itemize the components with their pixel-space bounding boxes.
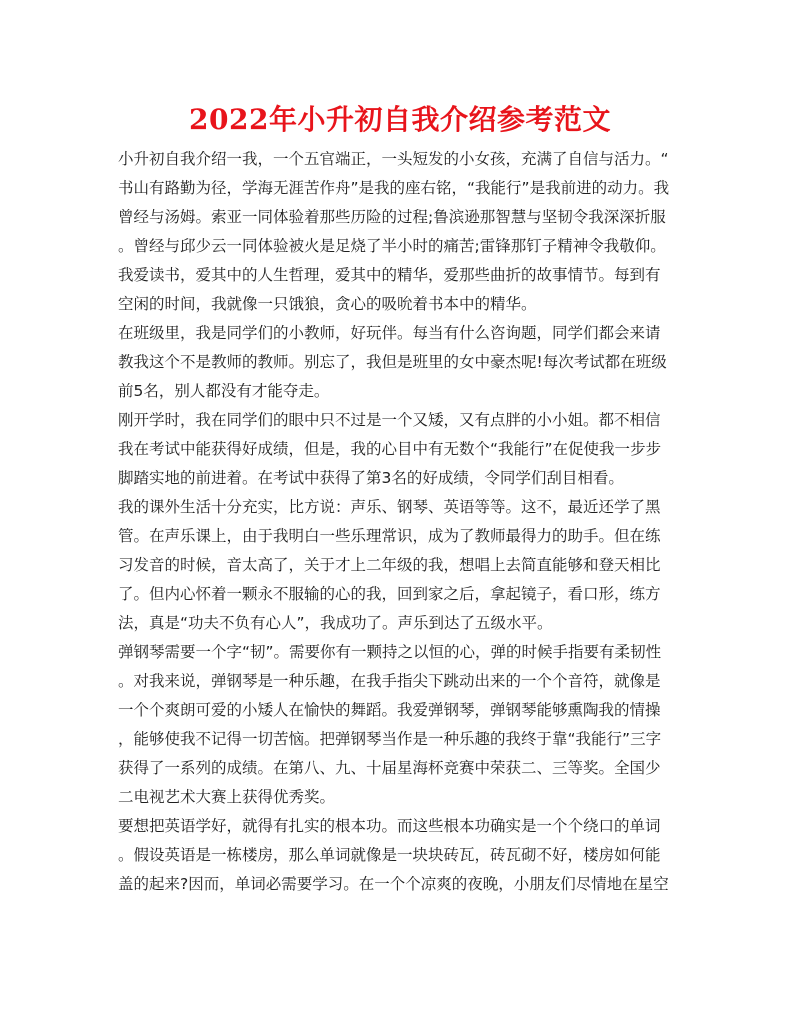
text-line: 我的课外生活十分充实，比方说：声乐、钢琴、英语等等。这不，最近还学了黑 xyxy=(118,498,661,516)
text-line: 教我这个不是教师的教师。别忘了，我但是班里的女中豪杰呢!每次考试都在班级 xyxy=(118,353,667,371)
text-line: 了。但内心怀着一颗永不服输的心的我，回到家之后，拿起镜子，看口形，练方 xyxy=(118,585,661,603)
text-line: 书山有路勤为径，学海无涯苦作舟”是我的座右铭，“我能行”是我前进的动力。我 xyxy=(118,179,670,197)
text-line: 二电视艺术大赛上获得优秀奖。 xyxy=(118,788,336,806)
text-line: 管。在声乐课上，由于我明白一些乐理常识，成为了教师最得力的助手。但在练 xyxy=(118,527,661,545)
text-line: 我爱读书，爱其中的人生哲理，爱其中的精华，爱那些曲折的故事情节。每到有 xyxy=(118,266,661,284)
text-line: 曾经与汤姆。索亚一同体验着那些历险的过程;鲁滨逊那智慧与坚韧令我深深折服 xyxy=(118,208,666,226)
text-line: 习发音的时候，音太高了，关于才上二年级的我，想唱上去简直能够和登天相比 xyxy=(118,556,661,574)
text-line: 。假设英语是一栋楼房，那么单词就像是一块块砖瓦，砖瓦砌不好，楼房如何能 xyxy=(118,846,661,864)
text-line: 一个个爽朗可爱的小矮人在愉快的舞蹈。我爱弹钢琴，弹钢琴能够熏陶我的情操 xyxy=(118,701,661,719)
text-line: 法，真是“功夫不负有心人”，我成功了。声乐到达了五级水平。 xyxy=(118,614,553,632)
text-line: 获得了一系列的成绩。在第八、九、十届星海杯竞赛中荣获二、三等奖。全国少 xyxy=(118,759,661,777)
document-title: 2022年小升初自我介绍参考范文 xyxy=(189,103,611,136)
text-line: 脚踏实地的前进着。在考试中获得了第3名的好成绩，令同学们刮目相看。 xyxy=(118,469,624,487)
text-line: 弹钢琴需要一个字“韧”。需要你有一颗持之以恒的心，弹的时候手指要有柔韧性 xyxy=(118,643,662,661)
text-line: ，能够使我不记得一切苦恼。把弹钢琴当作是一种乐趣的我终于靠“我能行”三字 xyxy=(118,730,662,748)
text-line: 。对我来说，弹钢琴是一种乐趣，在我手指尖下跳动出来的一个个音符，就像是 xyxy=(118,672,661,690)
text-line: 我在考试中能获得好成绩，但是，我的心目中有无数个“我能行”在促使我一步步 xyxy=(118,440,662,458)
text-line: 盖的起来?因而，单词必需要学习。在一个个凉爽的夜晚，小朋友们尽情地在星空 xyxy=(118,875,669,893)
text-line: 在班级里，我是同学们的小教师，好玩伴。每当有什么咨询题，同学们都会来请 xyxy=(118,324,661,342)
text-line: 。曾经与邱少云一同体验被火是足烧了半小时的痛苦;雷锋那钉子精神令我敬仰。 xyxy=(118,237,666,255)
text-line: 前5名，别人都没有才能夺走。 xyxy=(118,382,330,400)
text-line: 空闲的时间，我就像一只饿狼，贪心的吸吮着书本中的精华。 xyxy=(118,295,537,313)
document-body xyxy=(118,145,690,899)
text-line: 小升初自我介绍一我，一个五官端正，一头短发的小女孩，充满了自信与活力。“ xyxy=(118,150,669,168)
text-line: 要想把英语学好，就得有扎实的根本功。而这些根本功确实是一个个绕口的单词 xyxy=(118,817,661,835)
text-line: 刚开学时，我在同学们的眼中只不过是一个又矮，又有点胖的小小姐。都不相信 xyxy=(118,411,661,429)
